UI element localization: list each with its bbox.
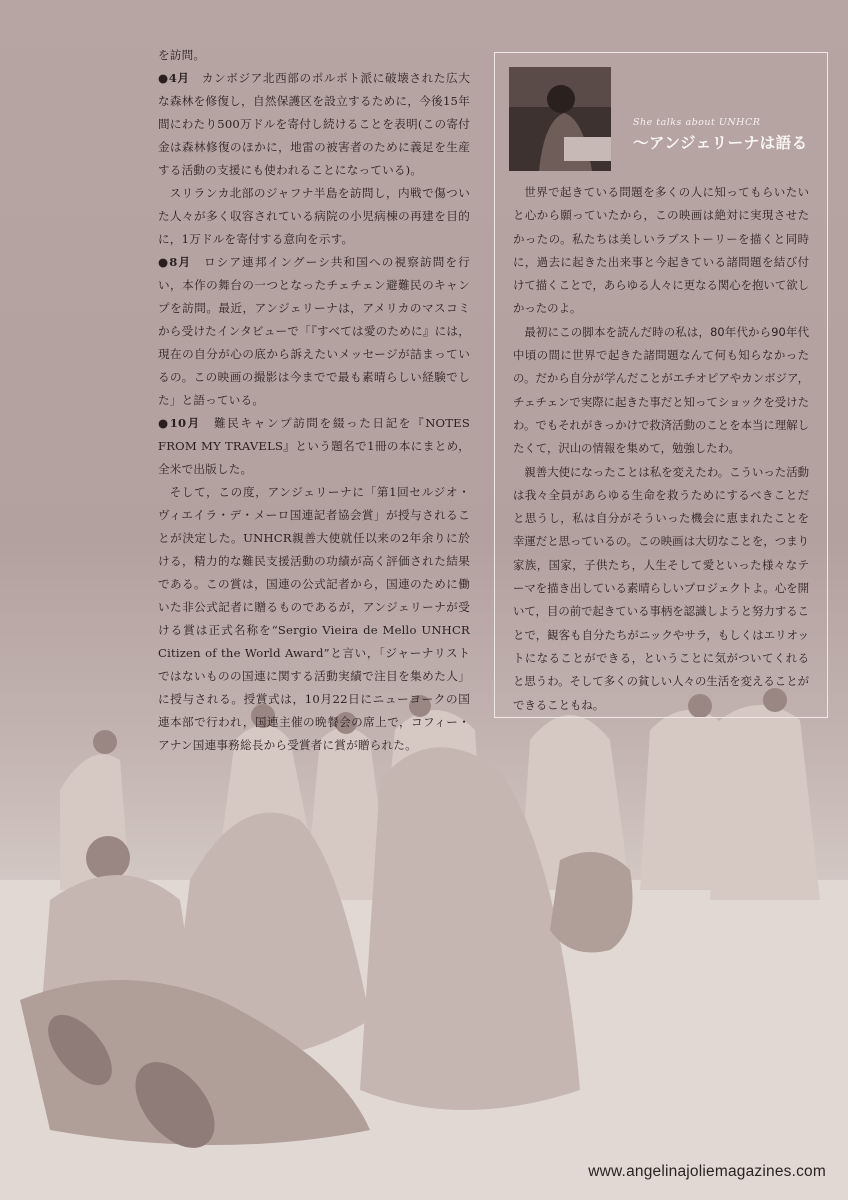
article-left-column — [158, 44, 470, 757]
paragraph-october — [158, 412, 470, 481]
paragraph-april — [158, 67, 470, 182]
interview-paragraph: 親善大使になったことは私を変えたわ。こういった活動は我々全員があらゆる生命を救うためにするべきことだと思うし，私は自分がそういった機会に恵まれたことを幸運だと思っているの。この映画は大切なことを，つまり家族，国家，子供たち，人生そして愛といった様々なテーマを描き出している素晴らしいプロジェクトよ。心を開いて，目の前で起きている事柄を認識しようと努力することで，観客も自分たちがニックやサラ，もしくはエリオットになることができる，ということに気がついてくれると思うわ。そして多くの貧しい人々の生活を変えることができることもね。 — [513, 464, 809, 712]
bullet-october: ●10月 — [158, 416, 201, 430]
april-text: カンボジア北西部のポルポト派に破壊された広大な森林を修復し，自然保護区を設立するために，今後15年間にわたり500万ドルを寄付し続けることを表明(この寄付金は森林修復のほかに，地雷の被害者のために義足を生産する活動の支援にも使われることになっている)。 — [158, 71, 470, 177]
section-subtitle-en: She talks about UNHCR — [633, 117, 761, 128]
interview-paragraph: 世界で起きている問題を多くの人に知ってもらいたいと心から願っていたから，この映画は絶対に実現させたかったの。私たちは美しいラブストーリーを描くと同時に，過去に起きた出来事と今起きている諸問題を結び付けて描くことで，あらゆる人々に更なる関心を抱いて欲しかったのよ。 — [513, 185, 809, 316]
interview-paragraph: 最初にこの脚本を読んだ時の私は，80年代から90年代中頃の間に世界で起きた諸問題なんて何も知らなかったの。だから自分が学んだことがエチオピアやカンボジア，チェチェンで実際に起きた事だと知ってショックを受けたわ。でもそれがきっかけで救済活動のことを本当に理解したくて，沢山の情報を集めて，勉強したわ。 — [513, 324, 809, 456]
sidebar-header — [509, 67, 813, 185]
interview-text — [513, 181, 809, 717]
sidebar-interview-box — [494, 52, 828, 718]
site-watermark: www.angelinajoliemagazines.com — [588, 1163, 826, 1180]
section-heading: 〜アンジェリーナは語る — [633, 133, 808, 152]
bullet-august: ●8月 — [158, 255, 192, 269]
portrait-image — [509, 67, 611, 171]
bullet-april: ●4月 — [158, 71, 190, 85]
august-text: ロシア連邦イングーシ共和国への視察訪問を行い，本作の舞台の一つとなったチェチェン避難民のキャンプを訪問。最近，アンジェリーナは，アメリカのマスコミから受けたインタビューで「『すべては愛のために』には，現在の自分が心の底から訴えたいメッセージが詰まっているの。この映画の撮影は今までで最も素晴らしい経験でした」と語っている。 — [158, 255, 470, 407]
october-text: 難民キャンプ訪問を綴った日記を『NOTES FROM MY TRAVELS』という題名で1冊の本にまとめ，全米で出版した。 — [158, 416, 470, 476]
paragraph-intro: を訪問。 — [158, 48, 206, 62]
paragraph-august — [158, 251, 470, 412]
paragraph-sri-lanka: スリランカ北部のジャフナ半島を訪問し，内戦で傷ついた人々が多く収容されている病院の小児病棟の再建を目的に，1万ドルを寄付する意向を示す。 — [158, 186, 470, 246]
portrait-photo — [509, 67, 611, 171]
paragraph-award: そして，この度，アンジェリーナに「第1回セルジオ・ヴィエイラ・デ・メーロ国連記者協会賞」が授与されることが決定した。UNHCR親善大使就任以来の2年余りに於ける，精力的な難民支援活動の功績が高く評価された結果である。この賞は，国連の公式記者から，国連のために働いた非公式記者に贈るものであるが，アンジェリーナが受ける賞は正式名称を“Sergio Vieira de Mello UNHCR Citizen of the World Award”と言い，「ジャーナリストではないものの国連に関する活動実績で注目を集めた人」に授与される。授賞式は，10月22日にニューヨークの国連本部で行われ，国連主催の晩餐会の席上で，コフィー・アナン国連事務総長から受賞者に賞が贈られた。 — [158, 485, 470, 752]
